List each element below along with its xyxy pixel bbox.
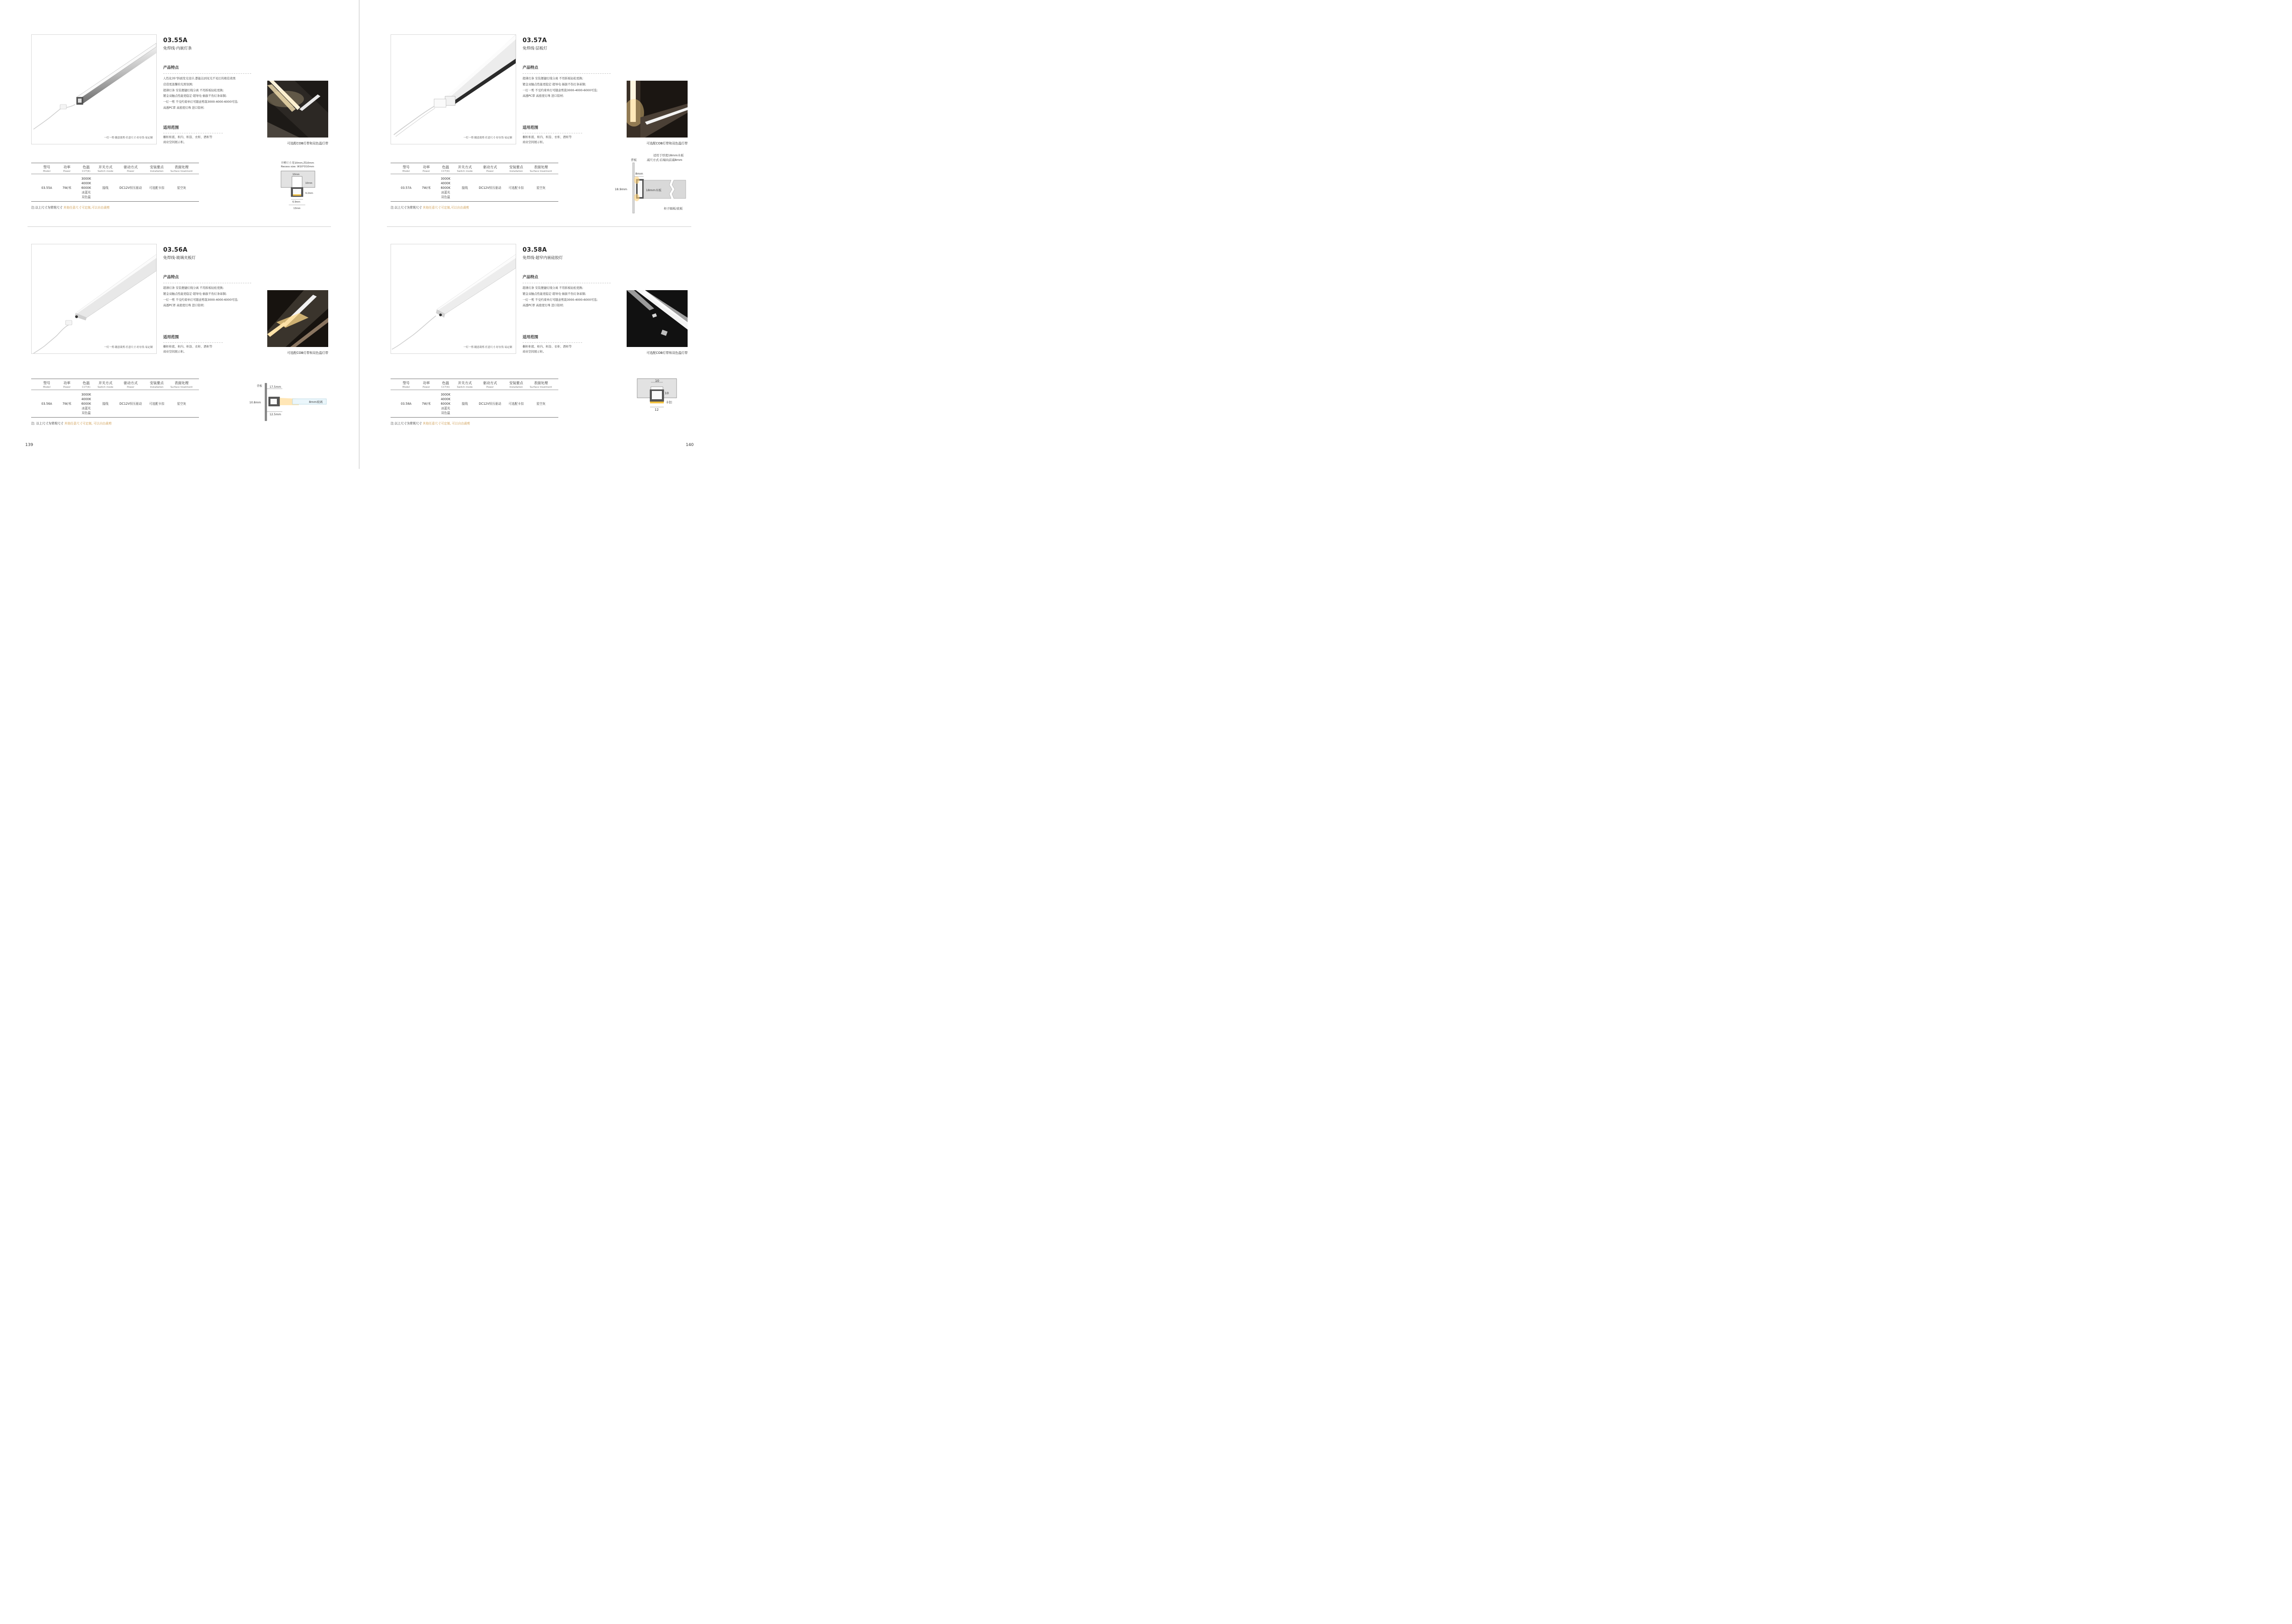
diagram-label: 背板: [257, 385, 263, 388]
divider: [163, 73, 251, 74]
diagram-label: 13mm: [293, 208, 301, 210]
size-note: 注:以上尺寸为常规尺寸 其他任意尺寸可定制,可以自由裁剪: [31, 206, 110, 209]
column-header: 功率 Power: [63, 381, 71, 389]
cell-cct: 3000K 4000K 6000K 冰蓝光 双色温: [441, 393, 451, 415]
column-header: 型号 Model: [402, 381, 410, 389]
column-header: 功率 Power: [422, 165, 430, 173]
divider: [523, 342, 582, 343]
scope-title: 适用范围: [163, 126, 179, 130]
column-header: 驱动方式 Power: [123, 165, 138, 173]
features-list: [523, 76, 614, 99]
feature-line: 一灯一剪 不受约束单灯可随意剪裁3000-4000-6000可选;: [163, 298, 238, 302]
features-title: 产品特点: [523, 66, 539, 70]
column-header: 驱动方式 Power: [123, 381, 138, 389]
photo-caption: 一灯一剪·随意裁剪·任意尺寸·好存货·易定制: [463, 137, 512, 139]
size-note: 注:以上尺寸为常规尺寸 其他任意尺寸可定制, 可以自由裁剪: [391, 422, 470, 425]
diagram-label: 10mm: [292, 174, 300, 176]
diagram-label: 10.8mm: [249, 401, 261, 404]
cell-switch: 接线: [102, 402, 109, 406]
column-header: 功率 Power: [63, 165, 71, 173]
product-name: 免焊线·内嵌灯条: [163, 46, 192, 51]
diagram-label: 9.2mm: [305, 193, 313, 195]
diagram-label: 8mm玻璃: [309, 400, 323, 404]
size-note: 注: 以上尺寸为常规尺寸 其他任意尺寸可定制, 可以自由裁剪: [31, 422, 112, 425]
feature-line: 营造更温馨的光照氛围;: [163, 83, 193, 86]
inset-caption: 可选配COB灯带和双色温灯带: [646, 142, 688, 145]
column-header: 开关方式 Switch mode: [457, 381, 473, 389]
cell-switch: 接线: [462, 186, 468, 190]
application-photo: [267, 81, 328, 138]
diagram-label: 18.9mm: [615, 187, 628, 191]
cell-install: 可选配卡扣: [149, 402, 165, 406]
cell-surface: 星空灰: [536, 402, 545, 406]
feature-line: 一灯一剪 不受约束单灯可随意剪裁3000-4000-6000可选;: [523, 88, 598, 92]
cell-driver: DC12V恒压驱动: [479, 186, 501, 190]
cell-model: 03.57A: [401, 186, 412, 190]
section-divider: [387, 226, 691, 227]
feature-line: 超薄灯条 安装便捷灯线分离 不用拆板轻松更换;: [523, 77, 584, 80]
feature-line: 镀金双触点性能更稳定·超导电·插拔不伤灯条基铜;: [523, 83, 586, 86]
scope-text: 橱柜柜底、柜内、柜沿、衣柜、酒柜等 商业空间展示柜。: [523, 345, 572, 353]
diagram-label: 10: [655, 379, 659, 383]
cell-driver: DC12V恒压驱动: [119, 186, 142, 190]
column-header: 安装要点 Installation: [509, 381, 523, 389]
shelf-diagram: [612, 152, 690, 214]
cell-switch: 接线: [462, 402, 468, 406]
cell-driver: DC12V恒压驱动: [119, 402, 142, 406]
column-header: 驱动方式 Power: [483, 381, 497, 389]
recess-diagram: [279, 159, 320, 212]
cell-install: 可选配卡扣: [149, 186, 165, 190]
cell-cct: 3000K 4000K 6000K 冰蓝光 双色温: [81, 177, 91, 199]
column-header: 表面处理 Surface treatment: [170, 381, 193, 389]
cell-install: 可选配卡扣: [508, 402, 524, 406]
scope-text: 橱柜柜底、柜内、柜沿、衣柜、酒柜等 商业空间展示柜。: [163, 345, 213, 353]
column-header: 安装要点 Installation: [149, 381, 164, 389]
feature-line: 超薄灯条 安装便捷灯线分离 不用拆板轻松更换;: [163, 88, 224, 92]
diagram-label: 开槽尺寸:宽10mm,深10mm: [281, 162, 314, 165]
photo-caption: 一灯一剪·随意裁剪·任意尺寸·好存货·易定制: [104, 137, 153, 139]
scope-title: 适用范围: [523, 126, 539, 130]
column-header: 安装要点 Installation: [509, 165, 523, 173]
inset-caption: 可选配COB灯带和双色温灯带: [287, 142, 328, 145]
cell-driver: DC12V恒压驱动: [479, 402, 501, 406]
glass-clip-diagram: [248, 381, 331, 423]
diagram-label: 17.5mm: [270, 385, 281, 389]
diagram-label: 12.5mm: [270, 413, 281, 416]
cell-power: 7W/米: [62, 186, 72, 190]
photo-caption: 一灯一剪·随意裁剪·任意尺寸·好存货·易定制: [104, 346, 153, 349]
feature-line: 高透PC罩 高密度灯珠 进口铝材;: [163, 304, 204, 308]
product-photo: [391, 244, 516, 354]
diagram-label: Recess size: W10*D10mm: [281, 165, 314, 168]
feature-line: 镀金双触点性能更稳定·超导电·插拔不伤灯条基铜;: [523, 292, 586, 296]
product-block: [391, 34, 693, 218]
column-header: 功率 Power: [422, 381, 430, 389]
feature-line: 一灯一剪 不受约束单灯可随意剪裁3000-4000-6000可选;: [523, 298, 598, 302]
cell-surface: 星空灰: [177, 402, 186, 406]
feature-line: 高透PC罩 高密度灯珠 进口铝材;: [523, 94, 564, 98]
diagram-label: 8mm: [635, 172, 643, 176]
product-block: [31, 34, 334, 218]
cell-switch: 接线: [102, 186, 109, 190]
scope-title: 适用范围: [523, 335, 539, 340]
column-header: 表面处理 Surface treatment: [529, 165, 552, 173]
divider: [523, 73, 611, 74]
diagram-label: 背板: [631, 158, 637, 162]
diagram-label: 卡扣: [666, 401, 672, 404]
cell-model: 03.56A: [41, 402, 52, 406]
page-number: 139: [25, 443, 33, 447]
inset-profile-diagram: [634, 377, 679, 413]
product-photo: [31, 34, 157, 144]
page-number: 140: [686, 443, 694, 447]
column-header: 型号 Model: [43, 381, 50, 389]
product-name: 免焊线·玻璃夹板灯: [163, 256, 196, 260]
product-name: 免焊线·层板灯: [523, 46, 547, 51]
divider: [163, 342, 223, 343]
column-header: 驱动方式 Power: [483, 165, 497, 173]
photo-caption: 一灯一剪·随意裁剪·任意尺寸·好存货·易定制: [463, 346, 512, 349]
feature-line: 超薄灯条 安装便捷灯线分离 不用拆板轻松更换;: [523, 286, 584, 290]
cell-surface: 星空灰: [536, 186, 545, 190]
diagram-label: 适用于厚度18mm木板: [653, 154, 684, 157]
product-code: 03.55A: [163, 37, 187, 44]
product-code: 03.57A: [523, 37, 547, 44]
cell-model: 03.55A: [41, 186, 52, 190]
product-code: 03.58A: [523, 247, 547, 253]
scope-title: 适用范围: [163, 335, 179, 340]
cell-surface: 星空灰: [177, 186, 186, 190]
product-name: 免焊线·超窄内嵌硅胶灯: [523, 256, 563, 260]
cell-model: 03.58A: [401, 402, 412, 406]
inset-caption: 可选配COB灯带和双色温灯带: [287, 351, 328, 355]
features-list: [523, 286, 614, 309]
feature-line: 镀金双触点性能更稳定·超导电·插拔不伤灯条基铜;: [163, 94, 227, 98]
cell-cct: 3000K 4000K 6000K 冰蓝光 双色温: [441, 177, 451, 199]
features-title: 产品特点: [523, 275, 539, 280]
diagram-label: 10mm: [305, 182, 313, 185]
column-header: 型号 Model: [402, 165, 410, 173]
inset-caption: 可选配COB灯带和双色温灯带: [646, 351, 688, 355]
cell-power: 7W/米: [422, 186, 431, 190]
application-photo: [627, 81, 688, 138]
column-header: 表面处理 Surface treatment: [529, 381, 552, 389]
column-header: 开关方式 Switch mode: [457, 165, 473, 173]
column-header: 色温 CCT(K): [82, 381, 91, 389]
product-block: [391, 244, 693, 427]
feature-line: 高透PC罩 高密度灯珠 进口铝材;: [523, 304, 564, 308]
diagram-label: 12: [655, 408, 659, 412]
cell-cct: 3000K 4000K 6000K 冰蓝光 双色温: [81, 393, 91, 415]
cell-power: 7W/米: [422, 402, 431, 406]
column-header: 色温 CCT(K): [441, 381, 450, 389]
size-note: 注:以上尺寸为常规尺寸 其他任意尺寸可定制,可以自由裁剪: [391, 206, 469, 209]
product-code: 03.56A: [163, 247, 187, 253]
section-divider: [28, 226, 331, 227]
column-header: 开关方式 Switch mode: [97, 165, 114, 173]
scope-text: 橱柜柜底、柜内、柜沿、衣柜、酒柜等 商业空间展示柜。: [523, 136, 572, 144]
diagram-label: 6.9mm: [292, 201, 300, 204]
product-photo: [391, 34, 516, 144]
column-header: 安装要点 Installation: [149, 165, 164, 173]
feature-line: 镀金双触点性能更稳定·超导电·插拔不伤灯条基铜;: [163, 292, 227, 296]
feature-line: 高透PC罩 高密度灯珠 进口铝材;: [163, 106, 204, 110]
column-header: 型号 Model: [43, 165, 50, 173]
product-photo: [31, 244, 157, 354]
feature-line: 一灯一剪 不受约束单灯可随意剪裁3000-4000-6000可选;: [163, 100, 238, 104]
application-photo: [627, 290, 688, 347]
column-header: 色温 CCT(K): [441, 165, 450, 173]
cell-install: 可选配卡扣: [508, 186, 524, 190]
diagram-label: 减尺方式:后端向前减8mm: [647, 158, 683, 162]
column-header: 表面处理 Surface treatment: [170, 165, 193, 173]
scope-text: 橱柜柜底、柜内、柜沿、衣柜、酒柜等 商业空间展示柜。: [163, 136, 213, 144]
features-list: [163, 286, 255, 309]
feature-line: 人性化35°斜面发光设计,都能达到见光不见灯的极佳效果: [163, 77, 236, 80]
diagram-label: 10: [665, 391, 669, 395]
product-block: [31, 244, 334, 427]
features-list: [163, 76, 255, 111]
cell-power: 7W/米: [62, 402, 72, 406]
features-title: 产品特点: [163, 66, 179, 70]
diagram-label: 柜子隔板/底板: [664, 207, 683, 210]
column-header: 色温 CCT(K): [82, 165, 91, 173]
column-header: 开关方式 Switch mode: [97, 381, 114, 389]
feature-line: 超薄灯条 安装便捷灯线分离 不用拆板轻松更换;: [163, 286, 224, 290]
features-title: 产品特点: [163, 275, 179, 280]
application-photo: [267, 290, 328, 347]
diagram-label: 18mm木板: [646, 188, 661, 192]
